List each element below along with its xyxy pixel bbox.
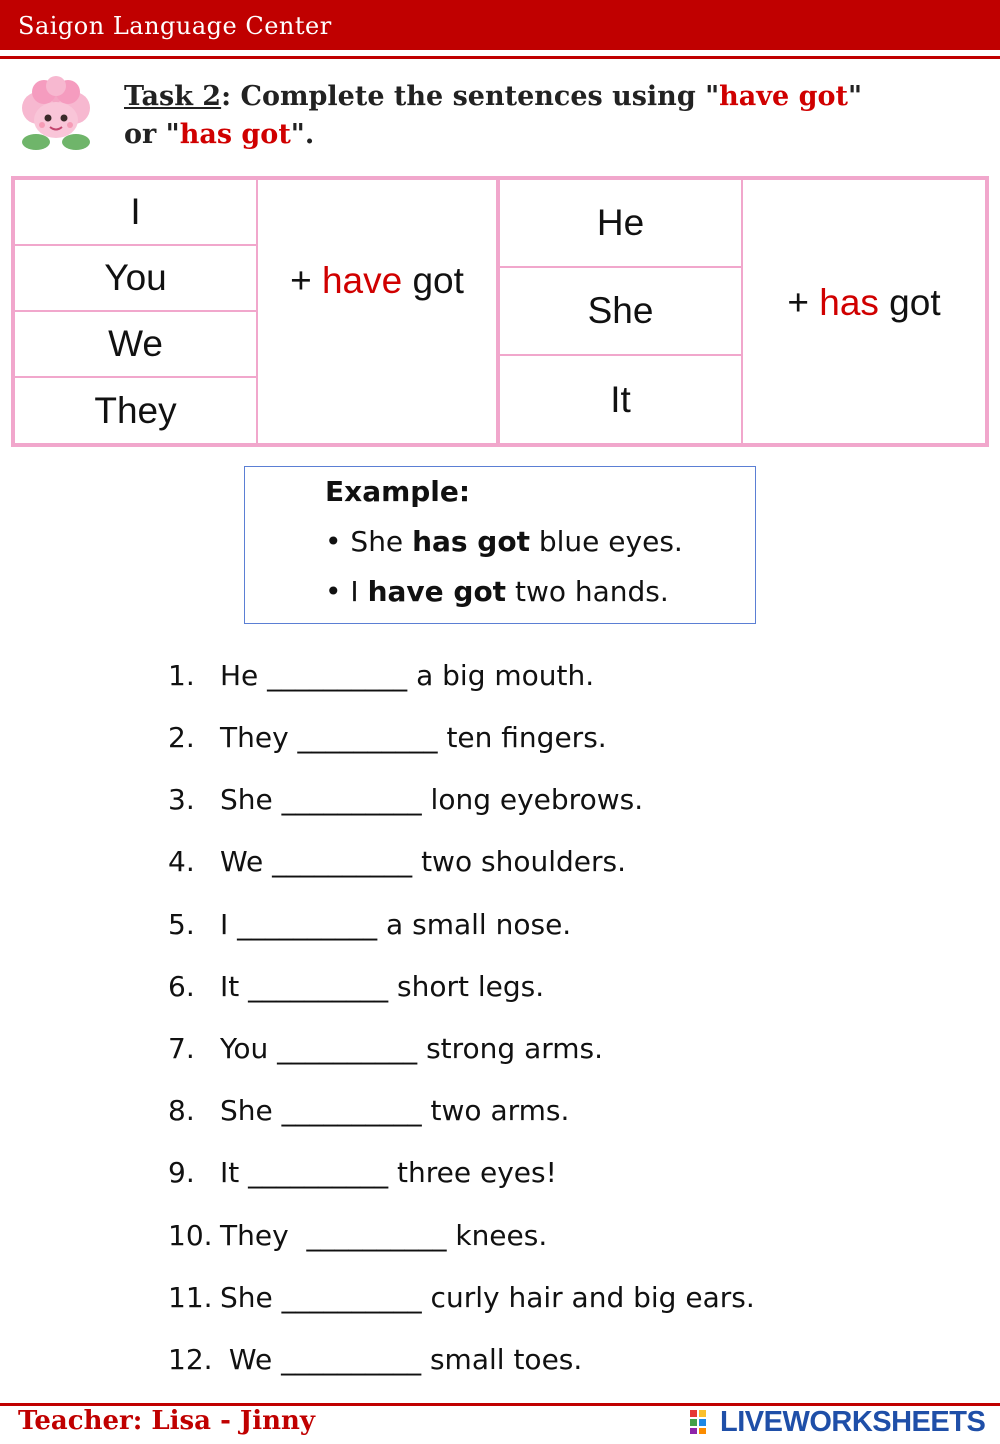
exercise-item[interactable] (168, 780, 643, 820)
exercise-item[interactable] (168, 905, 571, 945)
exercise-sentence: They __________ knees. (220, 1219, 548, 1252)
exercise-item[interactable] (168, 967, 544, 1007)
example-box (244, 466, 756, 624)
has-got-column (743, 180, 985, 443)
exercise-number: 8. (168, 1094, 195, 1127)
example-sentence-2 (325, 575, 669, 608)
header-title: Saigon Language Center (18, 12, 332, 40)
teacher-credit: Teacher: Lisa - Jinny (18, 1406, 316, 1436)
have-got-word: got (402, 260, 464, 301)
pronoun-cell: We (15, 312, 256, 378)
exercise-sentence: She __________ two arms. (220, 1094, 570, 1127)
header-bar (0, 0, 1000, 50)
pronoun-cell: They (94, 389, 177, 431)
grammar-table (11, 176, 989, 447)
exercise-sentence: He __________ a big mouth. (220, 659, 595, 692)
task-text-before: : Complete the sentences using " (221, 81, 720, 112)
exercise-item[interactable] (168, 718, 607, 758)
example-sentence-1 (325, 525, 683, 558)
exercise-number: 9. (168, 1156, 195, 1189)
exercise-item[interactable] (168, 1340, 582, 1380)
has-got-word: got (878, 282, 941, 323)
example-text: • I (325, 575, 368, 608)
task-text-or: or " (124, 119, 180, 150)
exercise-item[interactable] (168, 1278, 755, 1318)
has-got-highlight: has got (179, 119, 291, 150)
example-bold: have got (367, 575, 507, 608)
have-got-rule (258, 260, 496, 302)
exercise-number: 10. (168, 1219, 213, 1252)
exercise-number: 7. (168, 1032, 195, 1065)
have-word: have (321, 260, 403, 301)
exercise-sentence: It __________ three eyes! (220, 1156, 557, 1189)
exercise-number: 6. (168, 970, 195, 1003)
pronoun-cell: It (610, 378, 631, 420)
pronoun-cell: He (500, 180, 741, 268)
exercise-number: 5. (168, 908, 195, 941)
have-got-highlight: have got (719, 81, 848, 112)
pronoun-cell: I (15, 180, 256, 246)
exercise-number: 12. (168, 1343, 213, 1376)
has-word: has (819, 282, 879, 323)
exercise-item[interactable] (168, 1153, 557, 1193)
exercise-number: 11. (168, 1281, 213, 1314)
exercise-item[interactable] (168, 1029, 603, 1069)
task-instructions (124, 78, 984, 154)
example-text: blue eyes. (529, 525, 683, 558)
exercise-sentence: They __________ ten fingers. (220, 721, 607, 754)
singular-pronoun-column (500, 180, 743, 443)
exercise-item[interactable] (168, 656, 594, 696)
have-plus: + (290, 260, 322, 301)
exercise-sentence: I __________ a small nose. (220, 908, 572, 941)
pronoun-cell: You (15, 246, 256, 312)
liveworksheets-grid-icon (690, 1410, 716, 1434)
exercise-sentence: She __________ curly hair and big ears. (220, 1281, 755, 1314)
exercise-sentence: You __________ strong arms. (220, 1032, 604, 1065)
task-text-end: ". (290, 119, 315, 150)
exercise-sentence: She __________ long eyebrows. (220, 783, 644, 816)
flower-mascot-icon (14, 72, 98, 156)
exercise-number: 4. (168, 845, 195, 878)
pronoun-cell: She (500, 268, 741, 356)
exercise-number: 1. (168, 659, 195, 692)
example-title: Example: (325, 475, 471, 508)
liveworksheets-logo[interactable] (690, 1405, 985, 1439)
task-text-middle: " (847, 81, 863, 112)
exercise-sentence: We __________ small toes. (220, 1343, 583, 1376)
exercise-number: 2. (168, 721, 195, 754)
example-bold: has got (412, 525, 530, 558)
has-got-rule (743, 282, 985, 324)
exercise-number: 3. (168, 783, 195, 816)
exercise-item[interactable] (168, 1216, 547, 1256)
exercise-item[interactable] (168, 842, 626, 882)
example-text: • She (325, 525, 413, 558)
exercise-item[interactable] (168, 1091, 569, 1131)
plural-pronoun-column (15, 180, 258, 443)
exercise-sentence: It __________ short legs. (220, 970, 545, 1003)
has-plus: + (787, 282, 820, 323)
liveworksheets-logo-text: LIVEWORKSHEETS (720, 1405, 986, 1438)
task-label: Task 2 (124, 81, 222, 112)
example-text: two hands. (506, 575, 669, 608)
exercise-sentence: We __________ two shoulders. (220, 845, 626, 878)
header-divider (0, 56, 1000, 59)
have-got-column (258, 180, 500, 443)
